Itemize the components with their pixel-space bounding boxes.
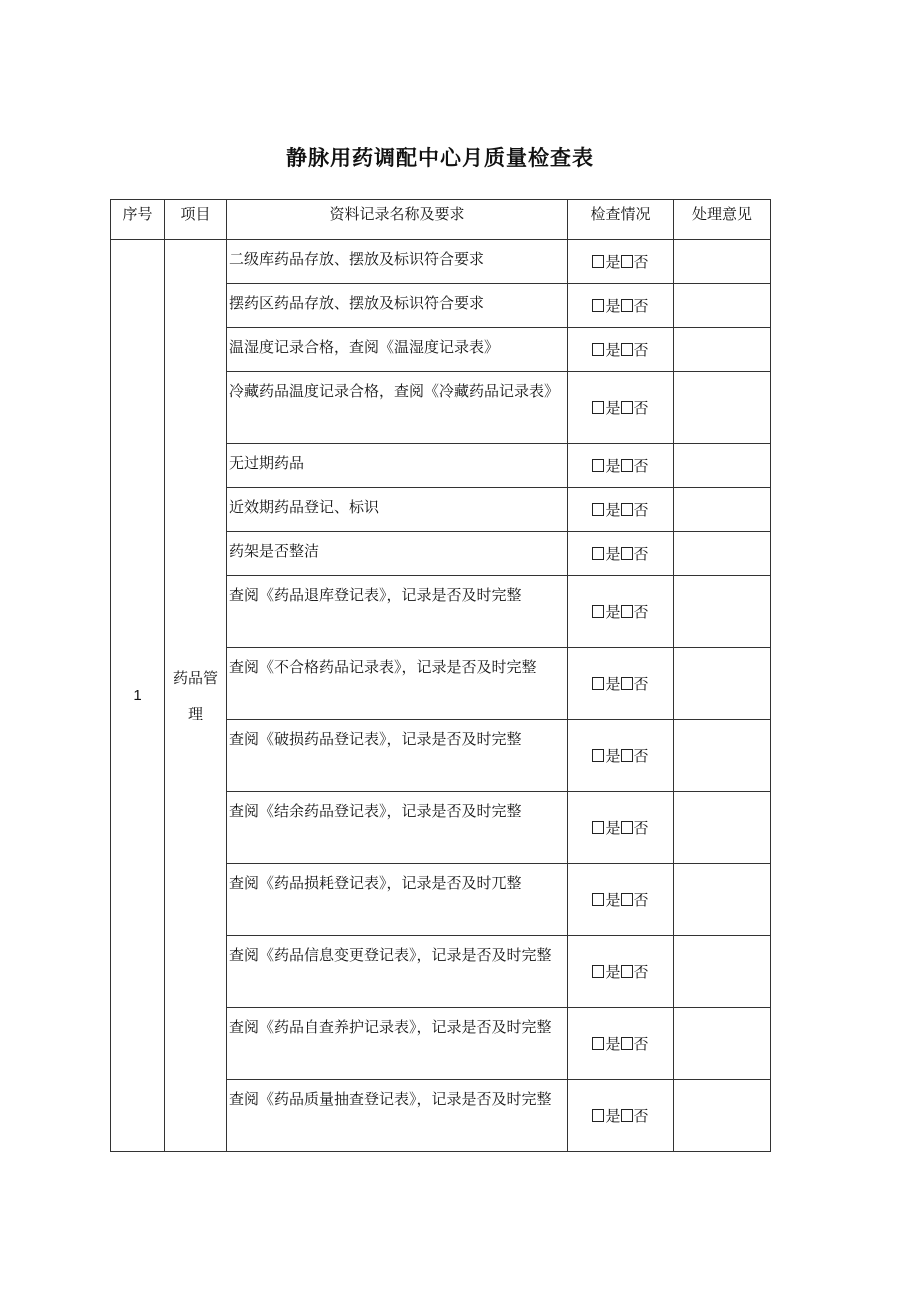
requirement-cell: 查阅《药品信息变更登记表》，记录是否及时完整 [227, 936, 568, 1008]
table-row [111, 240, 771, 284]
check-cell [568, 372, 674, 444]
no-label: 否 [633, 297, 649, 315]
yes-label: 是 [605, 819, 621, 837]
no-checkbox[interactable] [621, 1109, 633, 1122]
no-checkbox[interactable] [621, 1037, 633, 1050]
check-cell [568, 936, 674, 1008]
check-cell [568, 328, 674, 372]
requirement-cell: 冷藏药品温度记录合格，查阅《冷藏药品记录表》 [227, 372, 568, 444]
header-category: 项目 [165, 200, 227, 240]
no-checkbox[interactable] [621, 605, 633, 618]
no-label: 否 [633, 891, 649, 909]
table-header-row [111, 200, 771, 240]
no-label: 否 [633, 1035, 649, 1053]
yes-label: 是 [605, 341, 621, 359]
yes-checkbox[interactable] [592, 605, 604, 618]
yes-label: 是 [605, 1107, 621, 1125]
requirement-cell: 无过期药品 [227, 444, 568, 488]
yes-checkbox[interactable] [592, 503, 604, 516]
opinion-cell[interactable] [674, 240, 771, 284]
no-label: 否 [633, 399, 649, 417]
check-cell [568, 1080, 674, 1152]
requirement-cell: 查阅《不合格药品记录表》，记录是否及时完整 [227, 648, 568, 720]
yes-checkbox[interactable] [592, 459, 604, 472]
no-checkbox[interactable] [621, 255, 633, 268]
header-requirement: 资料记录名称及要求 [227, 200, 568, 240]
seq-cell: 1 [111, 240, 165, 1152]
no-checkbox[interactable] [621, 749, 633, 762]
opinion-cell[interactable] [674, 532, 771, 576]
no-label: 否 [633, 457, 649, 475]
opinion-cell[interactable] [674, 328, 771, 372]
yes-label: 是 [605, 963, 621, 981]
opinion-cell[interactable] [674, 488, 771, 532]
no-label: 否 [633, 675, 649, 693]
yes-label: 是 [605, 1035, 621, 1053]
no-label: 否 [633, 253, 649, 271]
yes-label: 是 [605, 603, 621, 621]
yes-label: 是 [605, 297, 621, 315]
opinion-cell[interactable] [674, 792, 771, 864]
check-cell [568, 488, 674, 532]
requirement-cell: 摆药区药品存放、摆放及标识符合要求 [227, 284, 568, 328]
opinion-cell[interactable] [674, 284, 771, 328]
yes-checkbox[interactable] [592, 677, 604, 690]
no-label: 否 [633, 747, 649, 765]
yes-checkbox[interactable] [592, 401, 604, 414]
opinion-cell[interactable] [674, 648, 771, 720]
yes-checkbox[interactable] [592, 1109, 604, 1122]
no-checkbox[interactable] [621, 677, 633, 690]
no-checkbox[interactable] [621, 459, 633, 472]
check-cell [568, 1008, 674, 1080]
requirement-cell: 查阅《药品退库登记表》，记录是否及时完整 [227, 576, 568, 648]
check-cell [568, 720, 674, 792]
requirement-cell: 查阅《结余药品登记表》，记录是否及时完整 [227, 792, 568, 864]
requirement-cell: 查阅《药品损耗登记表》，记录是否及时兀整 [227, 864, 568, 936]
no-checkbox[interactable] [621, 547, 633, 560]
requirement-cell: 查阅《药品质量抽查登记表》，记录是否及时完整 [227, 1080, 568, 1152]
opinion-cell[interactable] [674, 720, 771, 792]
quality-check-table [110, 199, 771, 1152]
requirement-cell: 温湿度记录合格，查阅《温湿度记录表》 [227, 328, 568, 372]
no-checkbox[interactable] [621, 503, 633, 516]
no-label: 否 [633, 603, 649, 621]
no-checkbox[interactable] [621, 343, 633, 356]
header-seq: 序号 [111, 200, 165, 240]
check-cell [568, 864, 674, 936]
opinion-cell[interactable] [674, 1080, 771, 1152]
check-cell [568, 532, 674, 576]
yes-checkbox[interactable] [592, 299, 604, 312]
check-cell [568, 444, 674, 488]
requirement-cell: 近效期药品登记、标识 [227, 488, 568, 532]
table-body [111, 240, 771, 1152]
no-checkbox[interactable] [621, 821, 633, 834]
header-opinion: 处理意见 [674, 200, 771, 240]
document-title: 静脉用药调配中心月质量检查表 [286, 146, 594, 170]
yes-label: 是 [605, 501, 621, 519]
no-checkbox[interactable] [621, 299, 633, 312]
yes-label: 是 [605, 747, 621, 765]
yes-label: 是 [605, 675, 621, 693]
yes-checkbox[interactable] [592, 821, 604, 834]
yes-checkbox[interactable] [592, 343, 604, 356]
no-label: 否 [633, 341, 649, 359]
no-label: 否 [633, 1107, 649, 1125]
requirement-cell: 药架是否整洁 [227, 532, 568, 576]
opinion-cell[interactable] [674, 1008, 771, 1080]
yes-checkbox[interactable] [592, 1037, 604, 1050]
no-label: 否 [633, 545, 649, 563]
opinion-cell[interactable] [674, 444, 771, 488]
yes-label: 是 [605, 545, 621, 563]
opinion-cell[interactable] [674, 936, 771, 1008]
yes-label: 是 [605, 891, 621, 909]
no-label: 否 [633, 819, 649, 837]
opinion-cell[interactable] [674, 576, 771, 648]
category-cell: 药品管理 [165, 240, 227, 1152]
requirement-cell: 二级库药品存放、摆放及标识符合要求 [227, 240, 568, 284]
check-cell [568, 240, 674, 284]
no-checkbox[interactable] [621, 893, 633, 906]
opinion-cell[interactable] [674, 864, 771, 936]
requirement-cell: 查阅《药品自查养护记录表》，记录是否及时完整 [227, 1008, 568, 1080]
check-cell [568, 576, 674, 648]
check-cell [568, 792, 674, 864]
check-cell [568, 648, 674, 720]
yes-checkbox[interactable] [592, 749, 604, 762]
check-cell [568, 284, 674, 328]
yes-label: 是 [605, 253, 621, 271]
yes-checkbox[interactable] [592, 893, 604, 906]
opinion-cell[interactable] [674, 372, 771, 444]
yes-checkbox[interactable] [592, 547, 604, 560]
no-label: 否 [633, 963, 649, 981]
no-label: 否 [633, 501, 649, 519]
header-check: 检查情况 [568, 200, 674, 240]
yes-checkbox[interactable] [592, 255, 604, 268]
requirement-cell: 查阅《破损药品登记表》，记录是否及时完整 [227, 720, 568, 792]
no-checkbox[interactable] [621, 401, 633, 414]
yes-label: 是 [605, 457, 621, 475]
yes-label: 是 [605, 399, 621, 417]
yes-checkbox[interactable] [592, 965, 604, 978]
no-checkbox[interactable] [621, 965, 633, 978]
